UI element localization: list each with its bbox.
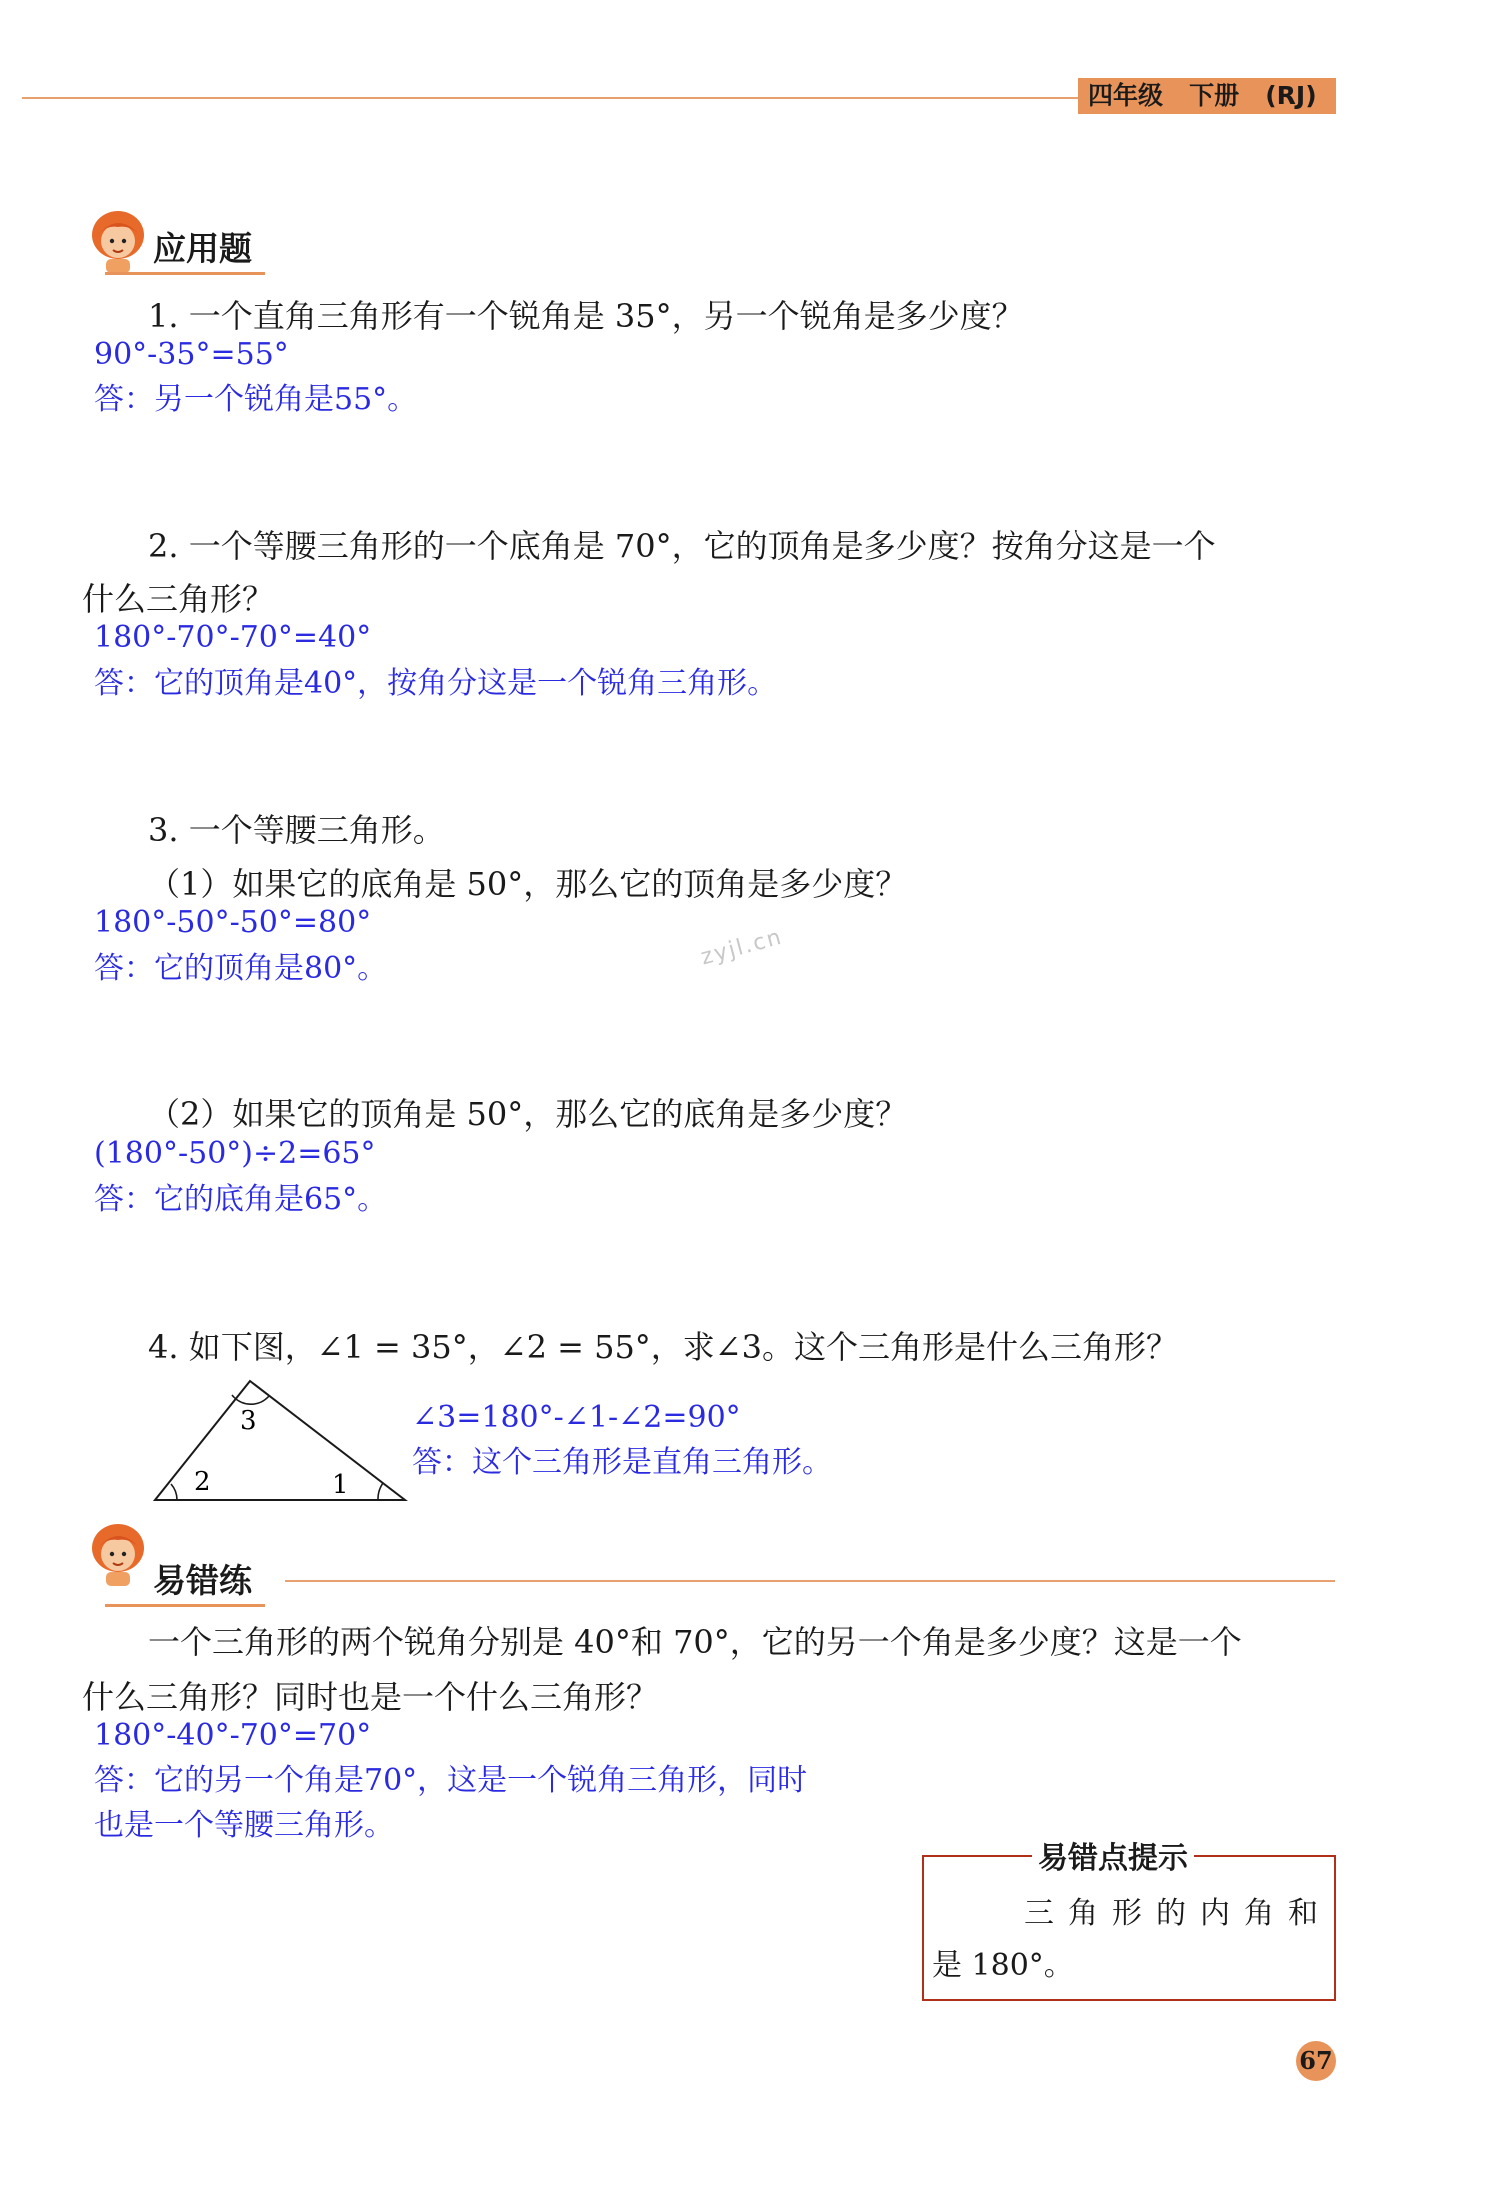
question-3-part1: （1）如果它的底角是 50°，那么它的顶角是多少度？	[148, 865, 908, 903]
answer-3-1-calc: 180°-50°-50°=80°	[94, 905, 372, 940]
question-2-line2: 什么三角形？	[82, 580, 275, 618]
answer-2-text: 答：它的顶角是40°，按角分这是一个锐角三角形。	[94, 666, 778, 701]
answer-1-text: 答：另一个锐角是55°。	[94, 382, 418, 417]
answer-2-calc: 180°-70°-70°=40°	[94, 620, 372, 655]
watermark: zyjl.cn	[698, 924, 786, 971]
student-girl-icon	[82, 1518, 152, 1588]
answer-5-calc: 180°-40°-70°=70°	[94, 1718, 372, 1753]
header-rule	[22, 97, 1097, 99]
question-1: 1. 一个直角三角形有一个锐角是 35°，另一个锐角是多少度？	[148, 297, 1024, 335]
answer-4-calc: ∠3=180°-∠1-∠2=90°	[412, 1400, 741, 1435]
question-5-line2: 什么三角形？同时也是一个什么三角形？	[82, 1678, 659, 1716]
tip-line-2: 是 180°。	[932, 1948, 1074, 1983]
answer-5-text-1: 答：它的另一个角是70°，这是一个锐角三角形，同时	[94, 1763, 808, 1798]
answer-3-2-text: 答：它的底角是65°。	[94, 1182, 388, 1217]
question-5-line1: 一个三角形的两个锐角分别是 40°和 70°，它的另一个角是多少度？这是一个	[148, 1623, 1242, 1661]
question-2-line1: 2. 一个等腰三角形的一个底角是 70°，它的顶角是多少度？按角分这是一个	[148, 527, 1216, 565]
section-underline	[105, 1604, 265, 1607]
section-title-applications: 应用题	[153, 229, 252, 268]
answer-3-2-calc: (180°-50°)÷2=65°	[94, 1136, 376, 1171]
section-title-error-practice: 易错练	[153, 1561, 252, 1600]
answer-3-1-text: 答：它的顶角是80°。	[94, 951, 388, 986]
section-underline	[105, 272, 265, 275]
angle-label-3: 3	[240, 1406, 257, 1436]
student-girl-icon	[82, 205, 152, 275]
answer-5-text-2: 也是一个等腰三角形。	[94, 1808, 394, 1843]
question-3: 3. 一个等腰三角形。	[148, 811, 445, 849]
tip-body	[932, 1888, 1332, 1992]
answer-1-calc: 90°-35°=55°	[94, 337, 289, 372]
angle-label-1: 1	[332, 1470, 349, 1500]
angle-label-2: 2	[194, 1467, 211, 1497]
tip-line-1: 三角形的内角和	[1024, 1896, 1332, 1931]
grade-tab: 四年级 下册 (RJ)	[1078, 78, 1336, 114]
question-3-part2: （2）如果它的顶角是 50°，那么它的底角是多少度？	[148, 1095, 908, 1133]
section-rule	[285, 1580, 1335, 1582]
question-4: 4. 如下图，∠1 = 35°，∠2 = 55°，求∠3。这个三角形是什么三角形？	[148, 1328, 1178, 1366]
answer-4-text: 答：这个三角形是直角三角形。	[412, 1445, 832, 1480]
tip-title: 易错点提示	[1032, 1833, 1194, 1877]
page-number: 67	[1296, 2041, 1336, 2081]
triangle-figure	[150, 1375, 415, 1510]
